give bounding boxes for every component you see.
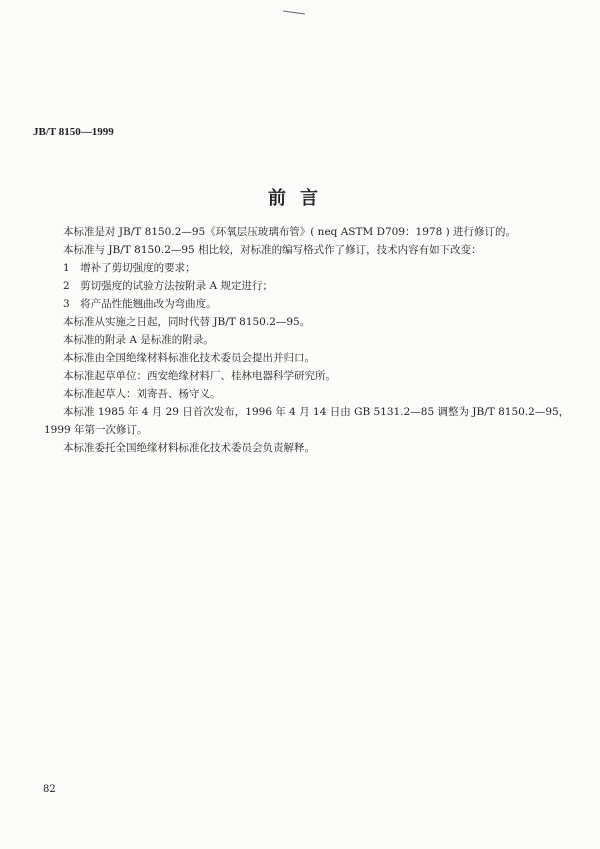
paragraph: 本标准起草单位：西安绝缘材料厂、桂林电器科学研究所。 (63, 370, 336, 382)
paragraph-continuation: 1999 年第一次修订。 (44, 424, 148, 436)
list-item: 3 将产品性能翘曲改为弯曲度。 (63, 298, 217, 310)
list-item: 2 剪切强度的试验方法按附录 A 规定进行； (63, 280, 273, 292)
paragraph: 本标准是对 JB/T 8150.2—95《环氧层压玻璃布管》( neq ASTM D709：1978 ) 进行修订的。 (63, 226, 517, 238)
scan-mark (283, 10, 305, 14)
page-title: 前言 (268, 188, 332, 209)
paragraph: 本标准委托全国绝缘材料标准化技术委员会负责解释。 (63, 442, 315, 454)
paragraph: 本标准的附录 A 是标准的附录。 (63, 334, 214, 346)
paragraph: 本标准从实施之日起，同时代替 JB/T 8150.2—95。 (63, 316, 311, 328)
paragraph: 本标准 1985 年 4 月 29 日首次发布，1996 年 4 月 14 日由 GB 5131.2—85 调整为 JB/T 8150.2—95， (63, 406, 570, 418)
page-number: 82 (43, 784, 56, 795)
paragraph: 本标准起草人：刘寄吾、杨守义。 (63, 388, 221, 400)
paragraph: 本标准与 JB/T 8150.2—95 相比较，对标准的编写格式作了修订，技术内容有如下改变： (63, 244, 482, 256)
paragraph: 本标准由全国绝缘材料标准化技术委员会提出并归口。 (63, 352, 315, 364)
foreword-body (44, 223, 570, 457)
list-item: 1 增补了剪切强度的要求； (63, 262, 196, 274)
standard-code-header: JB/T 8150—1999 (33, 126, 114, 138)
